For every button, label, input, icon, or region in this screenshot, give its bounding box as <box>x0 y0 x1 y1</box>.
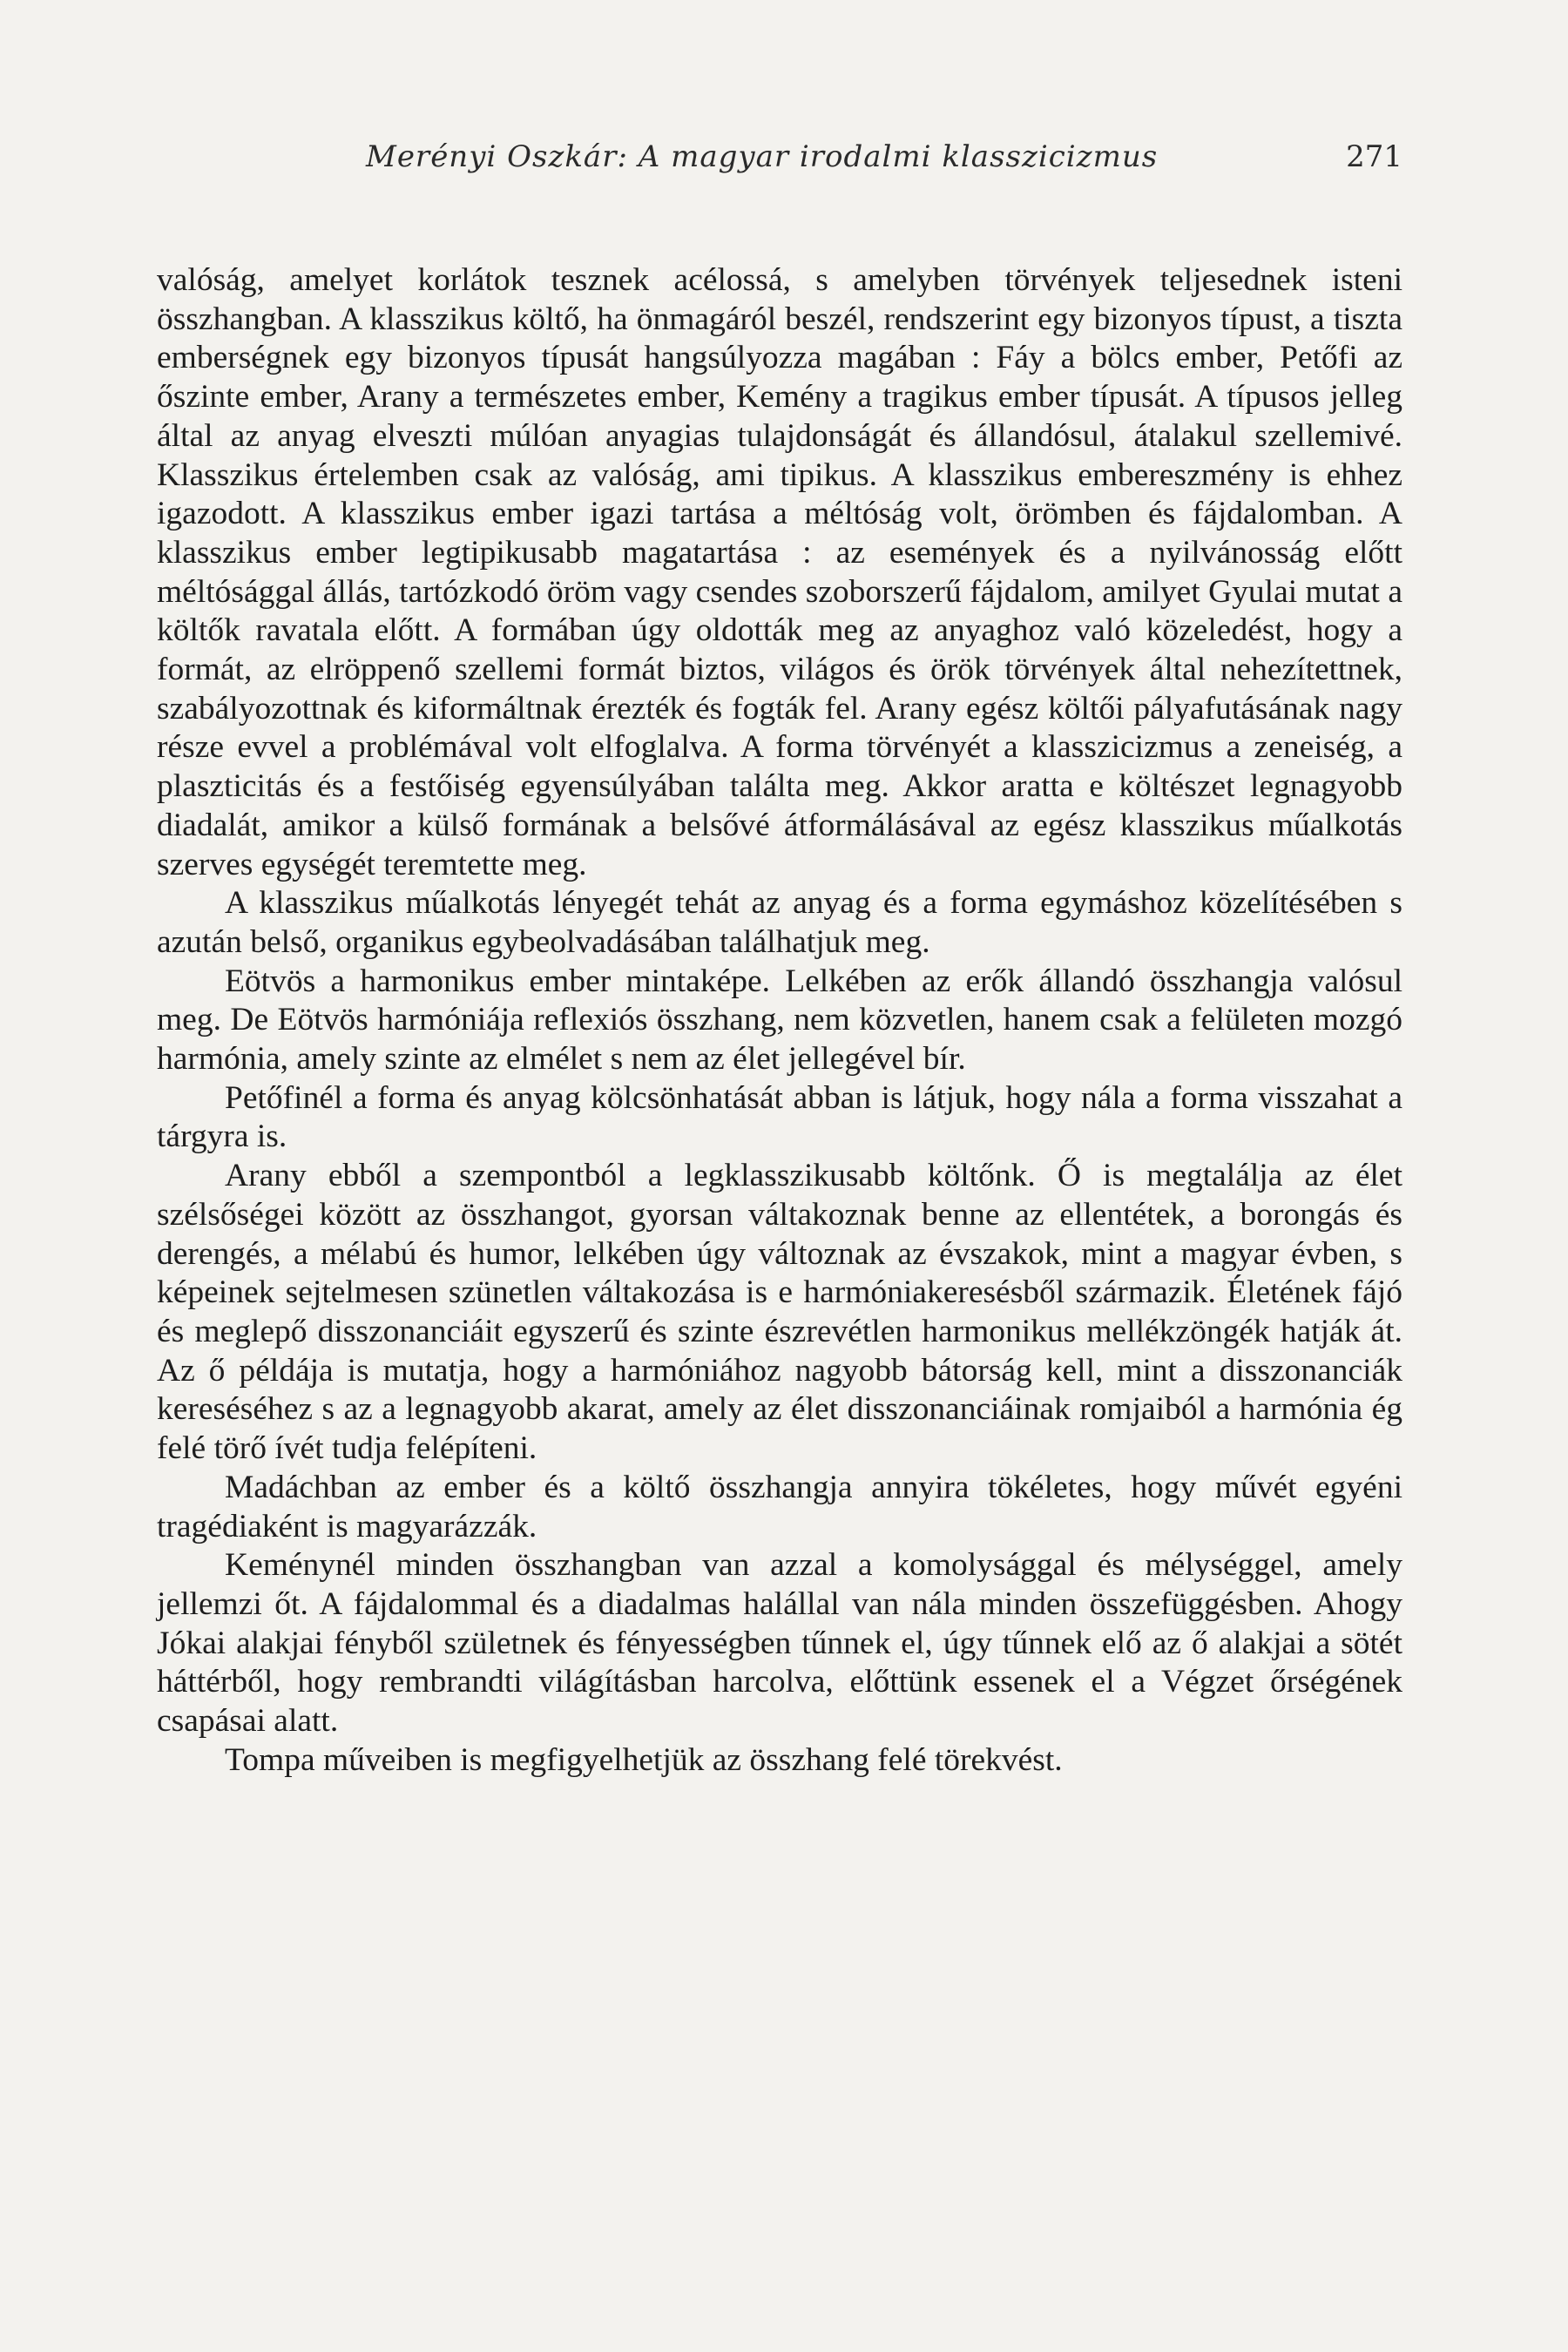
paragraph: Tompa műveiben is megfigyelhetjük az összhang felé törekvést. <box>225 1741 1063 1778</box>
running-title: Merényi Oszkár: A magyar irodalmi klasszicizmus <box>366 139 1159 174</box>
paragraph: Eötvös a harmonikus ember mintaképe. Lelkében az erők állandó összhangja valósul meg. De Eötvös harmóniája reflexiós összhang, nem közvetlen, hanem csak a felületen mozgó harmónia, amely szinte az elmélet s nem az élet jellegével bír. <box>157 963 1402 1078</box>
paragraph: Petőfinél a forma és anyag kölcsönhatását abban is látjuk, hogy nála a forma visszahat a tárgyra is. <box>157 1079 1402 1155</box>
body-text <box>157 261 1402 1780</box>
paragraph: Arany ebből a szempontból a legklasszikusabb költőnk. Ő is megtalálja az élet szélsőségei között az összhangot, gyorsan váltakoznak benne az ellentétek, a borongás és derengés, a mélabú és humor, lelkében úgy változnak az évszakok, mint a magyar évben, s képeinek sejtelmesen szünetlen váltakozása is e harmóniakeresésből származik. Életének fájó és meglepő disszonanciáit egyszerű és szinte észrevétlen harmonikus mellékzöngék hatják át. Az ő példája is mutatja, hogy a harmóniához nagyobb bátorság kell, mint a disszonanciák kereséséhez s az a legnagyobb akarat, amely az élet disszonanciáinak romjaiból a harmónia ég felé törő ívét tudja felépíteni. <box>157 1158 1402 1467</box>
paragraph: Keménynél minden összhangban van azzal a komolysággal és mélységgel, amely jellemzi őt. A fájdalommal és a diadalmas halállal van nála minden összefüggésben. Ahogy Jókai alakjai fényből születnek és fényességben tűnnek el, úgy tűnnek elő az ő alakjai a sötét háttérből, hogy rembrandti világításban harcolva, előttünk essenek el a Végzet őrségének csapásai alatt. <box>157 1547 1402 1740</box>
paragraph: A klasszikus műalkotás lényegét tehát az anyag és a forma egymáshoz közelítésében s azután belső, organikus egybeolvadásában találhatjuk meg. <box>157 885 1402 960</box>
running-header <box>157 139 1402 192</box>
paragraph: valóság, amelyet korlátok tesznek acélossá, s amelyben törvények teljesednek isteni összhangban. A klasszikus költő, ha önmagáról beszél, rendszerint egy bizonyos típust, a tiszta emberségnek egy bizonyos típusát hangsúlyozza magában : Fáy a bölcs ember, Petőfi az őszinte ember, Arany a természetes ember, Kemény a tragikus ember típusát. A típusos jelleg által az anyag elveszti múlóan anyagias tulajdonságát és állandósul, átalakul szellemivé. Klasszikus értelemben csak az valóság, ami tipikus. A klasszikus embereszmény is ehhez igazodott. A klasszikus ember igazi tartása a méltóság volt, örömben és fájdalomban. A klasszikus ember legtipikusabb magatartása : az események és a nyilvánosság előtt méltósággal állás, tartózkodó öröm vagy csendes szoborszerű fájdalom, amilyet Gyulai mutat a költők ravatala előtt. A formában úgy oldották meg az anyaghoz való közeledést, hogy a formát, az elröppenő szellemi formát biztos, világos és örök törvények által nehezítettnek, szabályozottnak és kiformáltnak érezték és fogták fel. Arany egész költői pályafutásának nagy része evvel a problémával volt elfoglalva. A forma törvényét a klasszicizmus a zeneiség, a plaszticitás és a festőiség egyensúlyában találta meg. Akkor aratta e költészet legnagyobb diadalát, amikor a külső formának a belsővé átformálásával az egész klasszikus műalkotás szerves egységét teremtette meg. <box>157 262 1402 882</box>
page-number: 271 <box>1346 139 1402 174</box>
paragraph: Madáchban az ember és a költő összhangja annyira tökéletes, hogy művét egyéni tragédiaként is magyarázzák. <box>157 1469 1402 1544</box>
